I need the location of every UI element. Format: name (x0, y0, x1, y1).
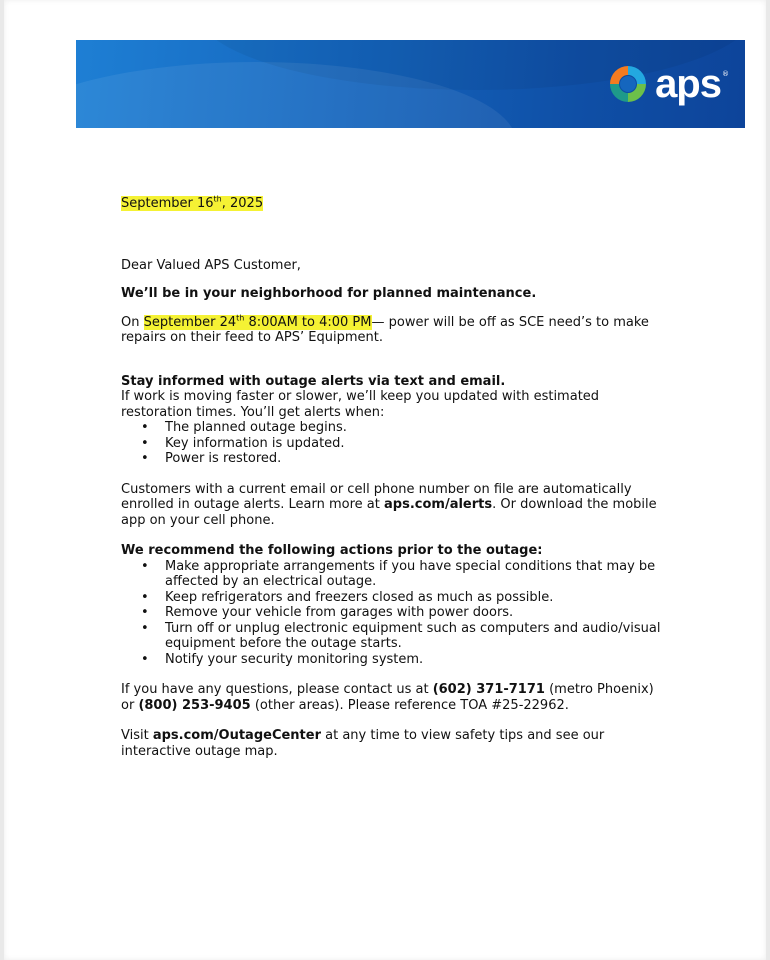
enroll-paragraph: Customers with a current email or cell phone number on file are automatically enrolled in outage alerts. Learn more at aps.com/alerts. Or download the mobile app on your cell phone. (121, 481, 657, 528)
list-item: • Keep refrigerators and freezers closed as much as possible. (121, 590, 666, 606)
header-banner (76, 40, 745, 128)
headline: We’ll be in your neighborhood for planned maintenance. (121, 286, 537, 301)
visit-paragraph: Visit aps.com/OutageCenter at any time to view safety tips and see our interactive outage map. (121, 728, 605, 759)
brand-wordmark: aps (655, 62, 721, 106)
letter-page (4, 0, 766, 960)
letter-body (121, 196, 666, 759)
list-item: • Make appropriate arrangements if you have special conditions that may be affected by an electrical outage. (121, 559, 666, 590)
aps-logo (607, 62, 729, 106)
list-item: • Notify your security monitoring system. (121, 652, 666, 668)
list-item: • Turn off or unplug electronic equipment such as computers and audio/visual equipment before the outage starts. (121, 621, 666, 652)
outage-notice: On September 24th 8:00AM to 4:00 PM— power will be off as SCE need’s to make repairs on their feed to APS’ Equipment. (121, 313, 649, 345)
alerts-link: aps.com/alerts (384, 497, 493, 512)
alerts-heading: Stay informed with outage alerts via text and email. (121, 373, 506, 389)
outage-time-highlight: September 24th 8:00AM to 4:00 PM (143, 313, 372, 330)
actions-section (121, 543, 666, 667)
outage-center-link: aps.com/OutageCenter (152, 728, 321, 743)
list-item: • Remove your vehicle from garages with power doors. (121, 605, 666, 621)
list-item: • Power is restored. (121, 451, 666, 467)
list-item: • Key information is updated. (121, 436, 666, 452)
actions-heading: We recommend the following actions prior to the outage: (121, 543, 543, 558)
alerts-section (121, 374, 666, 467)
phone-metro: (602) 371-7171 (432, 682, 545, 697)
letter-date: September 16th, 2025 (121, 194, 264, 211)
contact-paragraph: If you have any questions, please contact us at (602) 371-7171 (metro Phoenix) or (800) 253-9405 (other areas). Please reference TOA #25-22962. (121, 682, 654, 713)
registered-mark: ® (722, 70, 729, 78)
actions-list (121, 559, 666, 668)
phone-other: (800) 253-9405 (138, 697, 251, 713)
greeting: Dear Valued APS Customer, (121, 257, 301, 273)
alerts-body: If work is moving faster or slower, we’ll keep you updated with estimated restoration times. You’ll get alerts when: (121, 389, 600, 420)
aps-swirl-logo-icon (607, 63, 649, 105)
alerts-list (121, 420, 666, 467)
list-item: • The planned outage begins. (121, 420, 666, 436)
